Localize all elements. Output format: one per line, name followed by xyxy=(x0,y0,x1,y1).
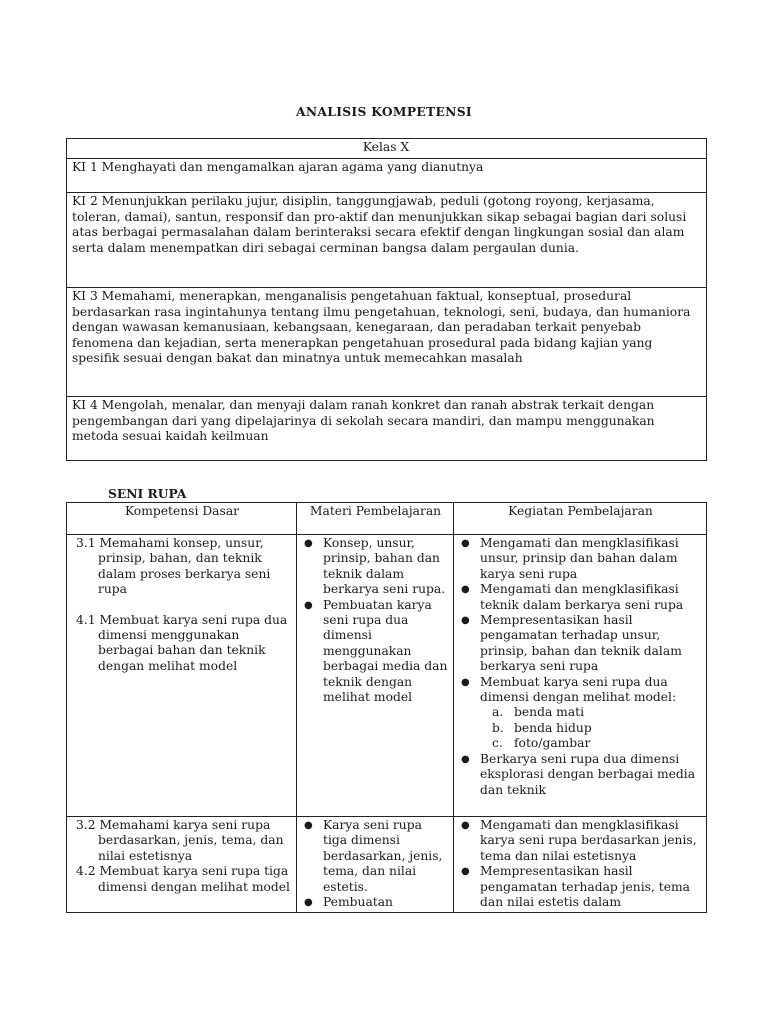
list-item-with-sublist xyxy=(459,675,702,752)
list-item: ● Konsep, unsur, prinsip, bahan dan teknik dalam berkarya seni rupa. xyxy=(302,536,449,598)
ki-row xyxy=(67,288,707,397)
ki-2: KI 2 Menunjukkan perilaku jujur, disiplin, tanggungjawab, peduli (gotong royong, kerjasama, toleran, damai), santun, responsif dan pro-aktif dan menunjukkan sikap sebagai bagian dari solusi atas berbagai permasalahan dalam berinteraksi secara efektif dengan lingkungan sosial dan alam serta dalam menempatkan diri sebagai cerminan bangsa dalam pergaulan dunia. xyxy=(67,193,707,288)
list-item: ● Mengamati dan mengklasifikasi teknik dalam berkarya seni rupa xyxy=(459,582,702,613)
kelas-header: Kelas X xyxy=(67,139,707,159)
kd-cell xyxy=(67,535,297,817)
table-row xyxy=(67,817,707,913)
ki-4: KI 4 Mengolah, menalar, dan menyaji dalam ranah konkret dan ranah abstrak terkait dengan pengembangan dari yang dipelajarinya di sekolah secara mandiri, dan mampu menggunakan metoda sesuai kaidah keilmuan xyxy=(67,397,707,461)
ki-row xyxy=(67,397,707,461)
header-materi: Materi Pembelajaran xyxy=(297,503,454,535)
section-title: SENI RUPA xyxy=(108,486,187,501)
sub-item: a. benda mati xyxy=(492,705,585,720)
ki-row xyxy=(67,159,707,193)
sub-item: c. foto/gambar xyxy=(492,736,591,751)
ki-row xyxy=(67,193,707,288)
kd-item: 4.2 Membuat karya seni rupa tiga dimensi dengan melihat model xyxy=(76,864,290,894)
header-kompetensi-dasar: Kompetensi Dasar xyxy=(67,503,297,535)
ki-1: KI 1 Menghayati dan mengamalkan ajaran agama yang dianutnya xyxy=(67,159,707,193)
materi-cell xyxy=(297,535,454,817)
materi-cell xyxy=(297,817,454,913)
ki-table xyxy=(66,138,707,461)
kd-item: 4.1 Membuat karya seni rupa dua dimensi menggunakan berbagai bahan dan teknik dengan melihat model xyxy=(76,612,288,673)
ki-header-row xyxy=(67,139,707,159)
kegiatan-cell xyxy=(454,535,707,817)
kd-item: 3.1 Memahami konsep, unsur, prinsip, bahan, dan teknik dalam proses berkarya seni rupa xyxy=(76,536,271,597)
list-item: ● Mengamati dan mengklasifikasi unsur, prinsip dan bahan dalam karya seni rupa xyxy=(459,536,702,582)
kegiatan-cell xyxy=(454,817,707,913)
list-item: ● Berkarya seni rupa dua dimensi eksplorasi dengan berbagai media dan teknik xyxy=(459,752,702,798)
ki-3: KI 3 Memahami, menerapkan, menganalisis pengetahuan faktual, konseptual, prosedural berdasarkan rasa ingintahunya tentang ilmu pengetahuan, teknologi, seni, budaya, dan humaniora dengan wawasan kemanusiaan, kebangsaan, kenegaraan, dan peradaban terkait penyebab fenomena dan kejadian, serta menerapkan pengetahuan prosedural pada bidang kajian yang spesifik sesuai dengan bakat dan minatnya untuk memecahkan masalah xyxy=(67,288,707,397)
list-item-text: Membuat karya seni rupa dua dimensi dengan melihat model: xyxy=(480,674,677,705)
list-item: ● Pembuatan karya seni rupa dua dimensi menggunakan berbagai media dan teknik dengan melihat model xyxy=(302,598,449,706)
document-title: ANALISIS KOMPETENSI xyxy=(296,104,472,119)
list-item: ● Mempresentasikan hasil pengamatan terhadap jenis, tema dan nilai estetis dalam xyxy=(459,864,702,910)
list-item: ● Mengamati dan mengklasifikasi karya seni rupa berdasarkan jenis, tema dan nilai estetisnya xyxy=(459,818,702,864)
kd-table xyxy=(66,502,707,913)
sub-list xyxy=(480,705,702,751)
kd-item: 3.2 Memahami karya seni rupa berdasarkan, jenis, tema, dan nilai estetisnya xyxy=(76,818,284,863)
header-kegiatan: Kegiatan Pembelajaran xyxy=(454,503,707,535)
kd-cell xyxy=(67,817,297,913)
list-item: ● Karya seni rupa tiga dimensi berdasarkan, jenis, tema, dan nilai estetis. xyxy=(302,818,449,895)
table-row xyxy=(67,535,707,817)
list-item: ● Mempresentasikan hasil pengamatan terhadap unsur, prinsip, bahan dan teknik dalam berkarya seni rupa xyxy=(459,613,702,675)
list-item: ● Pembuatan xyxy=(302,895,449,910)
kd-header-row xyxy=(67,503,707,535)
sub-item: b. benda hidup xyxy=(492,720,592,735)
